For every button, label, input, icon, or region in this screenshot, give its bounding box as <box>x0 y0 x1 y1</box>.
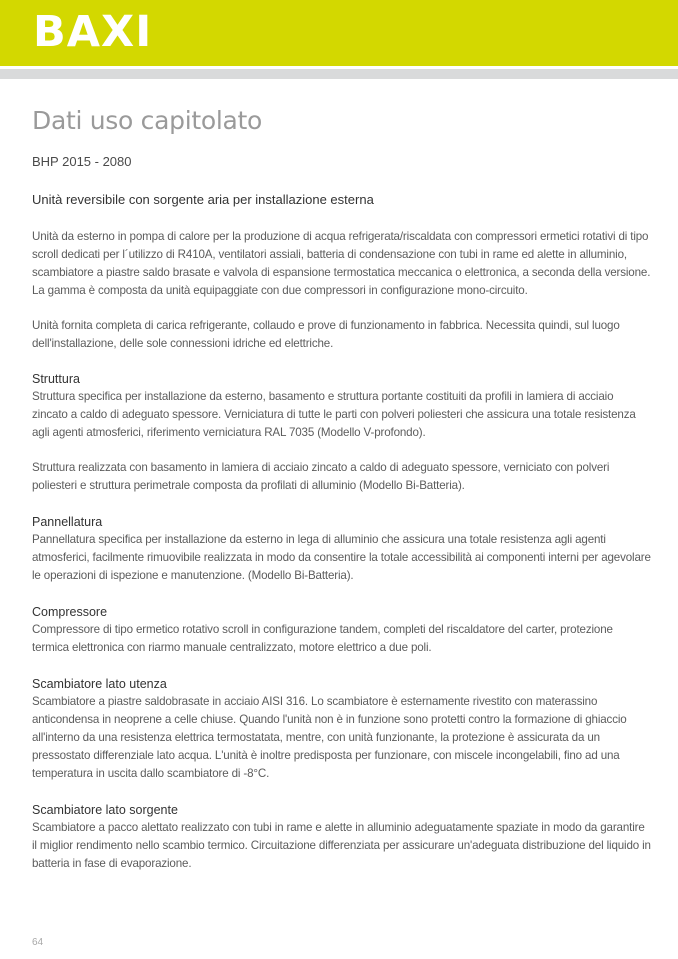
section-pannellatura <box>32 513 652 585</box>
section-compressore <box>32 603 652 657</box>
header-band <box>0 0 678 66</box>
section-title: Struttura <box>32 372 80 386</box>
document-body <box>32 228 652 891</box>
header-divider <box>0 69 678 79</box>
section-title: Compressore <box>32 605 108 619</box>
section-scambiatore-lato-utenza <box>32 675 652 783</box>
section-title: Scambiatore lato utenza <box>32 677 167 691</box>
section-struttura <box>32 370 652 495</box>
section-paragraph: Scambiatore a piastre saldobrasate in acciaio AISI 316. Lo scambiatore è esternamente rivestito con materassino anticondensa in neoprene a celle chiuse. Quando l'unità non è in funzione sono protetti contro la formazione di ghiaccio all'interno da una resistenza elettrica termostatata, mentre, con unità funzionante, la protezione è assicurata da un pressostato differenziale lato acqua. L'unità è inoltre predisposta per funzionare, con miscele incongelabili, fino ad una temperatura in uscita dallo scambiatore di -8°C. <box>32 695 627 780</box>
model-code: BHP 2015 - 2080 <box>32 154 132 169</box>
intro-paragraph: Unità fornita completa di carica refrigerante, collaudo e prove di funzionamento in fabbrica. Necessita quindi, sul luogo dell'installazione, delle sole connessioni idriche ed elettriche. <box>32 319 620 350</box>
section-paragraph: Struttura realizzata con basamento in lamiera di acciaio zincato a caldo di adeguato spessore, verniciato con polveri poliesteri e struttura perimetrale composta da profilati di alluminio (Modello Bi-Batteria). <box>32 461 610 492</box>
subtitle: Unità reversibile con sorgente aria per installazione esterna <box>32 192 374 207</box>
section-title: Pannellatura <box>32 515 103 529</box>
section-paragraph: Scambiatore a pacco alettato realizzato con tubi in rame e alette in alluminio adeguatamente spaziate in modo da garantire il miglior rendimento nello scambio termico. Circuitazione differenziata per assicurare un'adeguata distribuzione del liquido in batteria in fase di evaporazione. <box>32 821 651 870</box>
section-paragraph: Compressore di tipo ermetico rotativo scroll in configurazione tandem, completi del riscaldatore del carter, protezione termica elettronica con riarmo manuale centralizzato, motore elettrico a due poli. <box>32 623 613 654</box>
intro-paragraph: Unità da esterno in pompa di calore per la produzione di acqua refrigerata/riscaldata con compressori ermetici rotativi di tipo scroll dedicati per l´utilizzo di R410A, ventilatori assiali, batteria di condensazione con tubi in rame ed alette in alluminio, scambiatore a piastre saldo brasate e valvola di espansione termostatica meccanica o elettronica, a seconda della versione. La gamma è composta da unità equipaggiate con due compressori in configurazione mono-circuito. <box>32 230 651 297</box>
page-number: 64 <box>32 937 44 948</box>
section-scambiatore-lato-sorgente <box>32 801 652 873</box>
page-title: Dati uso capitolato <box>32 106 263 135</box>
section-paragraph: Struttura specifica per installazione da esterno, basamento e struttura portante costituiti da profili in lamiera di acciaio zincato a caldo di adeguato spessore. Verniciatura di tutte le parti con polveri poliesteri che assicura una totale resistenza agli agenti atmosferici, riferimento verniciatura RAL 7035 (Modello V-profondo). <box>32 390 636 439</box>
section-title: Scambiatore lato sorgente <box>32 803 178 817</box>
section-paragraph: Pannellatura specifica per installazione da esterno in lega di alluminio che assicura una totale resistenza agli agenti atmosferici, facilmente rimuovibile realizzata in modo da consentire la totale accessibilità ai componenti interni per agevolare le operazioni di ispezione e manutenzione. (Modello Bi-Batteria). <box>32 533 651 582</box>
baxi-logo: BAXI <box>33 7 153 57</box>
